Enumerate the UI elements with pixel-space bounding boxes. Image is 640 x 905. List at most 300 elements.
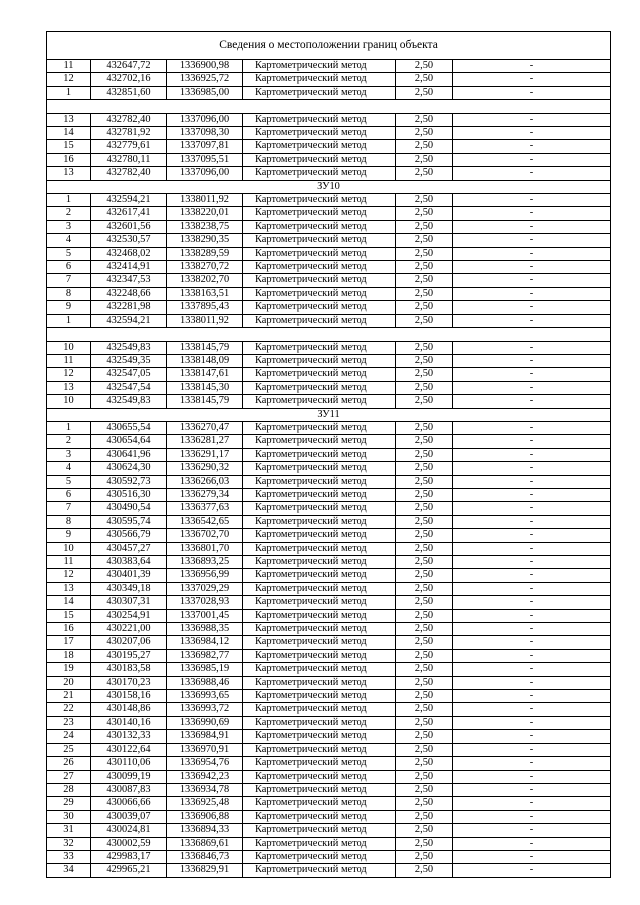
coord-x-cell: 432782,40	[91, 167, 167, 180]
point-number-cell: 23	[47, 716, 91, 729]
coord-x-cell: 430221,00	[91, 623, 167, 636]
coord-x-cell: 432647,72	[91, 60, 167, 73]
accuracy-cell: 2,50	[396, 850, 453, 863]
coord-y-cell: 1336270,47	[167, 421, 243, 434]
accuracy-cell: 2,50	[396, 582, 453, 595]
coord-y-cell: 1336970,91	[167, 743, 243, 756]
table-row	[47, 703, 611, 716]
table-row	[47, 247, 611, 260]
point-number-cell: 2	[47, 435, 91, 448]
table-row	[47, 194, 611, 207]
note-cell: -	[453, 743, 611, 756]
method-cell: Картометрический метод	[243, 113, 396, 126]
method-cell: Картометрический метод	[243, 770, 396, 783]
point-number-cell: 3	[47, 448, 91, 461]
coord-y-cell: 1338202,70	[167, 274, 243, 287]
accuracy-cell: 2,50	[396, 207, 453, 220]
table-row	[47, 864, 611, 877]
accuracy-cell: 2,50	[396, 287, 453, 300]
coord-x-cell: 432601,56	[91, 220, 167, 233]
point-number-cell: 17	[47, 636, 91, 649]
note-cell: -	[453, 167, 611, 180]
coord-y-cell: 1336956,99	[167, 569, 243, 582]
note-cell: -	[453, 850, 611, 863]
point-number-cell: 24	[47, 730, 91, 743]
method-cell: Картометрический метод	[243, 488, 396, 501]
coord-x-cell: 432780,11	[91, 153, 167, 166]
note-cell: -	[453, 502, 611, 515]
method-cell: Картометрический метод	[243, 314, 396, 327]
table-row	[47, 86, 611, 99]
coord-y-cell: 1338163,51	[167, 287, 243, 300]
accuracy-cell: 2,50	[396, 730, 453, 743]
method-cell: Картометрический метод	[243, 663, 396, 676]
coord-x-cell: 432782,40	[91, 113, 167, 126]
coord-x-cell: 432549,83	[91, 395, 167, 408]
coord-y-cell: 1338148,09	[167, 354, 243, 367]
note-cell: -	[453, 301, 611, 314]
point-number-cell: 8	[47, 287, 91, 300]
method-cell: Картометрический метод	[243, 153, 396, 166]
note-cell: -	[453, 194, 611, 207]
point-number-cell: 11	[47, 354, 91, 367]
coord-x-cell: 430624,30	[91, 462, 167, 475]
coord-y-cell: 1336829,91	[167, 864, 243, 877]
blank-separator-cell	[47, 100, 611, 113]
note-cell: -	[453, 542, 611, 555]
coord-y-cell: 1337029,29	[167, 582, 243, 595]
coord-x-cell: 432779,61	[91, 140, 167, 153]
point-number-cell: 28	[47, 783, 91, 796]
coord-y-cell: 1337096,00	[167, 113, 243, 126]
title-row	[47, 32, 611, 60]
note-cell: -	[453, 716, 611, 729]
coord-y-cell: 1337028,93	[167, 596, 243, 609]
method-cell: Картометрический метод	[243, 381, 396, 394]
method-cell: Картометрический метод	[243, 421, 396, 434]
accuracy-cell: 2,50	[396, 261, 453, 274]
note-cell: -	[453, 207, 611, 220]
boundary-table	[46, 31, 611, 878]
method-cell: Картометрический метод	[243, 462, 396, 475]
note-cell: -	[453, 797, 611, 810]
accuracy-cell: 2,50	[396, 314, 453, 327]
point-number-cell: 16	[47, 153, 91, 166]
note-cell: -	[453, 435, 611, 448]
coord-y-cell: 1337095,51	[167, 153, 243, 166]
coord-x-cell: 432547,05	[91, 368, 167, 381]
coord-x-cell: 430024,81	[91, 824, 167, 837]
coord-y-cell: 1338289,59	[167, 247, 243, 260]
table-row	[47, 167, 611, 180]
accuracy-cell: 2,50	[396, 341, 453, 354]
coord-x-cell: 430170,23	[91, 676, 167, 689]
coord-x-cell: 430655,54	[91, 421, 167, 434]
group-label: ЗУ11	[47, 408, 611, 421]
coord-y-cell: 1338147,61	[167, 368, 243, 381]
point-number-cell: 14	[47, 596, 91, 609]
table-row	[47, 663, 611, 676]
note-cell: -	[453, 824, 611, 837]
table-row	[47, 716, 611, 729]
note-cell: -	[453, 837, 611, 850]
point-number-cell: 9	[47, 529, 91, 542]
method-cell: Картометрический метод	[243, 609, 396, 622]
table-row	[47, 153, 611, 166]
coord-x-cell: 430349,18	[91, 582, 167, 595]
coord-y-cell: 1336290,32	[167, 462, 243, 475]
point-number-cell: 25	[47, 743, 91, 756]
accuracy-cell: 2,50	[396, 716, 453, 729]
point-number-cell: 12	[47, 569, 91, 582]
table-row	[47, 730, 611, 743]
table-row	[47, 676, 611, 689]
coord-y-cell: 1338145,79	[167, 395, 243, 408]
note-cell: -	[453, 582, 611, 595]
coord-x-cell: 430457,27	[91, 542, 167, 555]
point-number-cell: 34	[47, 864, 91, 877]
coord-y-cell: 1336266,03	[167, 475, 243, 488]
table-row	[47, 783, 611, 796]
method-cell: Картометрический метод	[243, 368, 396, 381]
coord-x-cell: 430140,16	[91, 716, 167, 729]
accuracy-cell: 2,50	[396, 770, 453, 783]
accuracy-cell: 2,50	[396, 140, 453, 153]
coord-y-cell: 1336934,78	[167, 783, 243, 796]
note-cell: -	[453, 247, 611, 260]
method-cell: Картометрический метод	[243, 194, 396, 207]
method-cell: Картометрический метод	[243, 127, 396, 140]
table-row	[47, 381, 611, 394]
coord-x-cell: 432851,60	[91, 86, 167, 99]
note-cell: -	[453, 354, 611, 367]
coord-x-cell: 432594,21	[91, 194, 167, 207]
coord-y-cell: 1336893,25	[167, 556, 243, 569]
note-cell: -	[453, 636, 611, 649]
coord-x-cell: 432547,54	[91, 381, 167, 394]
coord-y-cell: 1336988,46	[167, 676, 243, 689]
coord-x-cell: 430122,64	[91, 743, 167, 756]
blank-separator-cell	[47, 328, 611, 341]
table-row	[47, 127, 611, 140]
point-number-cell: 13	[47, 167, 91, 180]
point-number-cell: 14	[47, 127, 91, 140]
coord-x-cell: 429983,17	[91, 850, 167, 863]
coord-x-cell: 430595,74	[91, 515, 167, 528]
accuracy-cell: 2,50	[396, 220, 453, 233]
coord-y-cell: 1336954,76	[167, 757, 243, 770]
coord-y-cell: 1336900,98	[167, 60, 243, 73]
coord-x-cell: 432530,57	[91, 234, 167, 247]
accuracy-cell: 2,50	[396, 113, 453, 126]
accuracy-cell: 2,50	[396, 448, 453, 461]
coord-x-cell: 430307,31	[91, 596, 167, 609]
note-cell: -	[453, 314, 611, 327]
point-number-cell: 9	[47, 301, 91, 314]
accuracy-cell: 2,50	[396, 194, 453, 207]
coord-x-cell: 430087,83	[91, 783, 167, 796]
coord-x-cell: 430132,33	[91, 730, 167, 743]
note-cell: -	[453, 73, 611, 86]
coord-y-cell: 1336925,72	[167, 73, 243, 86]
coord-y-cell: 1338145,79	[167, 341, 243, 354]
note-cell: -	[453, 515, 611, 528]
table-row	[47, 73, 611, 86]
point-number-cell: 12	[47, 368, 91, 381]
table-row	[47, 623, 611, 636]
table-row	[47, 810, 611, 823]
coord-x-cell: 432281,98	[91, 301, 167, 314]
coord-x-cell: 430490,54	[91, 502, 167, 515]
coord-y-cell: 1336925,48	[167, 797, 243, 810]
coord-y-cell: 1337098,30	[167, 127, 243, 140]
coord-x-cell: 430383,64	[91, 556, 167, 569]
group-header-row	[47, 180, 611, 193]
coord-x-cell: 432617,41	[91, 207, 167, 220]
table-row	[47, 502, 611, 515]
accuracy-cell: 2,50	[396, 73, 453, 86]
method-cell: Картометрический метод	[243, 676, 396, 689]
accuracy-cell: 2,50	[396, 502, 453, 515]
blank-separator-row	[47, 328, 611, 341]
method-cell: Картометрический метод	[243, 529, 396, 542]
point-number-cell: 11	[47, 556, 91, 569]
table-row	[47, 234, 611, 247]
note-cell: -	[453, 86, 611, 99]
coord-y-cell: 1336894,33	[167, 824, 243, 837]
table-row	[47, 60, 611, 73]
note-cell: -	[453, 488, 611, 501]
table-row	[47, 582, 611, 595]
table-row	[47, 314, 611, 327]
accuracy-cell: 2,50	[396, 810, 453, 823]
point-number-cell: 5	[47, 247, 91, 260]
table-row	[47, 850, 611, 863]
accuracy-cell: 2,50	[396, 636, 453, 649]
point-number-cell: 1	[47, 86, 91, 99]
table-row	[47, 542, 611, 555]
point-number-cell: 3	[47, 220, 91, 233]
accuracy-cell: 2,50	[396, 542, 453, 555]
note-cell: -	[453, 113, 611, 126]
note-cell: -	[453, 274, 611, 287]
point-number-cell: 1	[47, 194, 91, 207]
table-row	[47, 636, 611, 649]
method-cell: Картометрический метод	[243, 716, 396, 729]
method-cell: Картометрический метод	[243, 582, 396, 595]
method-cell: Картометрический метод	[243, 703, 396, 716]
method-cell: Картометрический метод	[243, 301, 396, 314]
note-cell: -	[453, 60, 611, 73]
point-number-cell: 10	[47, 395, 91, 408]
accuracy-cell: 2,50	[396, 623, 453, 636]
method-cell: Картометрический метод	[243, 596, 396, 609]
note-cell: -	[453, 676, 611, 689]
coord-y-cell: 1337096,00	[167, 167, 243, 180]
coord-y-cell: 1336377,63	[167, 502, 243, 515]
point-number-cell: 30	[47, 810, 91, 823]
coord-y-cell: 1336279,34	[167, 488, 243, 501]
coord-x-cell: 430158,16	[91, 690, 167, 703]
accuracy-cell: 2,50	[396, 556, 453, 569]
point-number-cell: 12	[47, 73, 91, 86]
coord-x-cell: 430654,64	[91, 435, 167, 448]
coord-y-cell: 1336990,69	[167, 716, 243, 729]
table-row	[47, 824, 611, 837]
note-cell: -	[453, 234, 611, 247]
accuracy-cell: 2,50	[396, 824, 453, 837]
table-row	[47, 556, 611, 569]
note-cell: -	[453, 475, 611, 488]
coord-x-cell: 430254,91	[91, 609, 167, 622]
accuracy-cell: 2,50	[396, 529, 453, 542]
table-row	[47, 837, 611, 850]
accuracy-cell: 2,50	[396, 60, 453, 73]
note-cell: -	[453, 864, 611, 877]
coord-x-cell: 430641,96	[91, 448, 167, 461]
method-cell: Картометрический метод	[243, 475, 396, 488]
accuracy-cell: 2,50	[396, 301, 453, 314]
coord-x-cell: 430066,66	[91, 797, 167, 810]
point-number-cell: 4	[47, 462, 91, 475]
note-cell: -	[453, 649, 611, 662]
method-cell: Картометрический метод	[243, 220, 396, 233]
accuracy-cell: 2,50	[396, 690, 453, 703]
accuracy-cell: 2,50	[396, 354, 453, 367]
point-number-cell: 13	[47, 381, 91, 394]
point-number-cell: 10	[47, 341, 91, 354]
coord-x-cell: 432549,35	[91, 354, 167, 367]
method-cell: Картометрический метод	[243, 234, 396, 247]
method-cell: Картометрический метод	[243, 261, 396, 274]
method-cell: Картометрический метод	[243, 623, 396, 636]
table-row	[47, 261, 611, 274]
coord-x-cell: 430148,86	[91, 703, 167, 716]
coord-y-cell: 1338220,01	[167, 207, 243, 220]
table-row	[47, 368, 611, 381]
table-row	[47, 743, 611, 756]
point-number-cell: 16	[47, 623, 91, 636]
table-row	[47, 690, 611, 703]
point-number-cell: 29	[47, 797, 91, 810]
coord-x-cell: 432702,16	[91, 73, 167, 86]
coord-x-cell: 432414,91	[91, 261, 167, 274]
accuracy-cell: 2,50	[396, 274, 453, 287]
accuracy-cell: 2,50	[396, 743, 453, 756]
accuracy-cell: 2,50	[396, 797, 453, 810]
method-cell: Картометрический метод	[243, 757, 396, 770]
coord-y-cell: 1338270,72	[167, 261, 243, 274]
coord-y-cell: 1336906,88	[167, 810, 243, 823]
coord-y-cell: 1336801,70	[167, 542, 243, 555]
point-number-cell: 4	[47, 234, 91, 247]
accuracy-cell: 2,50	[396, 569, 453, 582]
coord-y-cell: 1338238,75	[167, 220, 243, 233]
accuracy-cell: 2,50	[396, 609, 453, 622]
coord-y-cell: 1338011,92	[167, 314, 243, 327]
coord-x-cell: 430002,59	[91, 837, 167, 850]
table-row	[47, 475, 611, 488]
table-row	[47, 757, 611, 770]
note-cell: -	[453, 810, 611, 823]
coord-x-cell: 432781,92	[91, 127, 167, 140]
method-cell: Картометрический метод	[243, 810, 396, 823]
accuracy-cell: 2,50	[396, 596, 453, 609]
accuracy-cell: 2,50	[396, 783, 453, 796]
method-cell: Картометрический метод	[243, 247, 396, 260]
accuracy-cell: 2,50	[396, 475, 453, 488]
point-number-cell: 26	[47, 757, 91, 770]
note-cell: -	[453, 690, 611, 703]
table-row	[47, 435, 611, 448]
accuracy-cell: 2,50	[396, 462, 453, 475]
method-cell: Картометрический метод	[243, 274, 396, 287]
accuracy-cell: 2,50	[396, 234, 453, 247]
method-cell: Картометрический метод	[243, 86, 396, 99]
note-cell: -	[453, 730, 611, 743]
coord-y-cell: 1336984,12	[167, 636, 243, 649]
method-cell: Картометрический метод	[243, 435, 396, 448]
coord-x-cell: 430401,39	[91, 569, 167, 582]
table-row	[47, 596, 611, 609]
method-cell: Картометрический метод	[243, 636, 396, 649]
coord-x-cell: 430099,19	[91, 770, 167, 783]
point-number-cell: 21	[47, 690, 91, 703]
blank-separator-row	[47, 100, 611, 113]
table-row	[47, 448, 611, 461]
point-number-cell: 27	[47, 770, 91, 783]
note-cell: -	[453, 569, 611, 582]
point-number-cell: 32	[47, 837, 91, 850]
method-cell: Картометрический метод	[243, 783, 396, 796]
accuracy-cell: 2,50	[396, 649, 453, 662]
note-cell: -	[453, 153, 611, 166]
coord-x-cell: 432347,53	[91, 274, 167, 287]
coord-x-cell: 430592,73	[91, 475, 167, 488]
table-row	[47, 220, 611, 233]
coord-y-cell: 1338145,30	[167, 381, 243, 394]
method-cell: Картометрический метод	[243, 797, 396, 810]
accuracy-cell: 2,50	[396, 247, 453, 260]
method-cell: Картометрический метод	[243, 341, 396, 354]
coord-x-cell: 432248,66	[91, 287, 167, 300]
table-row	[47, 113, 611, 126]
coord-y-cell: 1336985,19	[167, 663, 243, 676]
coord-x-cell: 430039,07	[91, 810, 167, 823]
note-cell: -	[453, 757, 611, 770]
note-cell: -	[453, 220, 611, 233]
method-cell: Картометрический метод	[243, 743, 396, 756]
note-cell: -	[453, 341, 611, 354]
table-row	[47, 287, 611, 300]
note-cell: -	[453, 421, 611, 434]
method-cell: Картометрический метод	[243, 354, 396, 367]
table-row	[47, 421, 611, 434]
note-cell: -	[453, 529, 611, 542]
accuracy-cell: 2,50	[396, 837, 453, 850]
coord-y-cell: 1337895,43	[167, 301, 243, 314]
method-cell: Картометрический метод	[243, 837, 396, 850]
point-number-cell: 31	[47, 824, 91, 837]
coord-x-cell: 430566,79	[91, 529, 167, 542]
method-cell: Картометрический метод	[243, 287, 396, 300]
note-cell: -	[453, 770, 611, 783]
table-row	[47, 649, 611, 662]
point-number-cell: 15	[47, 140, 91, 153]
coord-y-cell: 1336702,70	[167, 529, 243, 542]
note-cell: -	[453, 381, 611, 394]
group-label: ЗУ10	[47, 180, 611, 193]
